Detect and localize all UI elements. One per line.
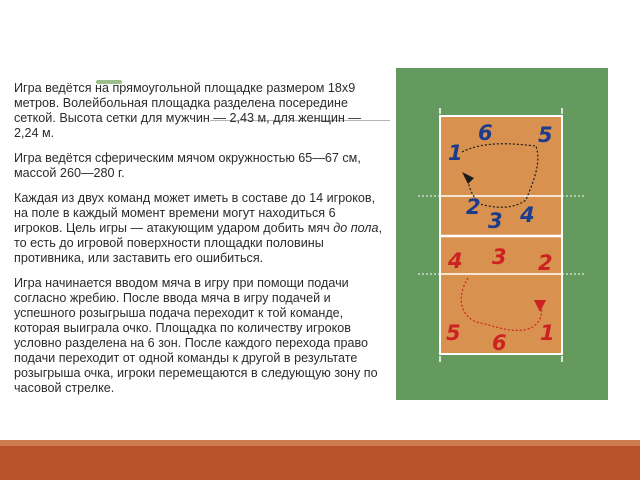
zone-number: 6	[492, 331, 507, 355]
zone-number: 2	[466, 195, 481, 219]
paragraph-teams	[14, 191, 382, 266]
zone-number: 4	[520, 203, 535, 227]
paragraph-court-size: Игра ведётся на прямоугольной площадке размером 18х9 метров. Волейбольная площадка разделена посередине сеткой. Высота сетки для мужчин — 2,43 м, для женщин — 2,24 м.	[14, 81, 361, 140]
zone-number: 1	[448, 141, 463, 165]
zone-number: 4	[448, 249, 463, 273]
volleyball-court-diagram	[396, 68, 608, 400]
paragraph-ball: Игра ведётся сферическим мячом окружностью 65—67 см, массой 260—280 г.	[14, 151, 361, 180]
paragraph-teams-part2: , то есть до игровой поверхности площадки половины противника, или заставить его ошибиться.	[14, 221, 382, 265]
footer-band	[0, 446, 640, 480]
paragraph-teams-part1: Каждая из двух команд может иметь в составе до 14 игроков, на поле в каждый момент времени могут находиться 6 игроков. Цель игры — атакующим ударом добить мяч	[14, 191, 376, 235]
zone-number: 3	[488, 209, 503, 233]
zone-number: 6	[478, 121, 493, 145]
paragraph-teams-italic: до пола	[333, 221, 379, 235]
body-text	[14, 81, 382, 406]
paragraph-rules: Игра начинается вводом мяча в игру при помощи подачи согласно жребию. После ввода мяча в игру подачей и успешного розыгрыша подача переходит к той команде, которая выиграла очко. Площадка по количеству игроков условно разделена на 6 зон. После каждого перехода право подачи переходит от одной команды к другой в результате розыгрыша очка, игроки перемещаются в следующую зону по часовой стрелке.	[14, 276, 378, 395]
zone-number: 5	[538, 123, 553, 147]
zone-number: 1	[540, 321, 555, 345]
zone-number: 2	[538, 251, 553, 275]
zone-number: 5	[446, 321, 461, 345]
zone-number: 3	[492, 245, 507, 269]
